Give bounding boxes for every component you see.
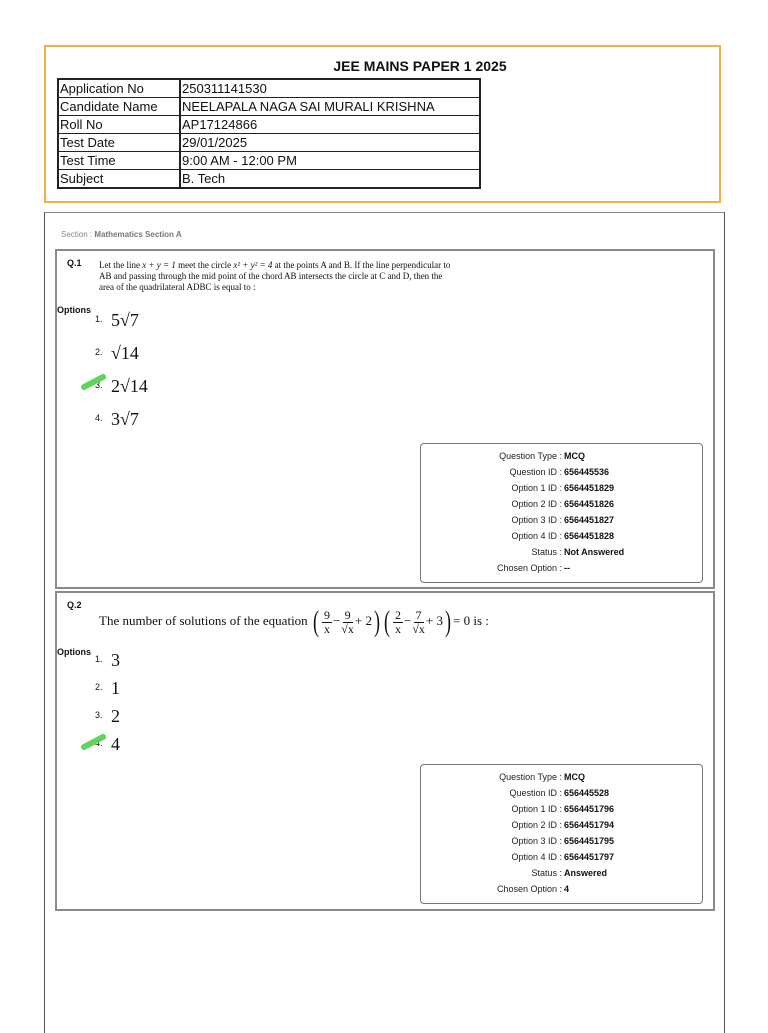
meta-row [421, 544, 702, 560]
info-key: Test Time [58, 152, 180, 170]
meta-value: -- [564, 563, 570, 573]
info-value: AP17124866 [180, 116, 480, 134]
meta-value: 6564451797 [564, 852, 615, 862]
question-text-part: AB and passing through the mid point of the chord AB intersects the circle at C and D, then the [99, 271, 443, 281]
response-sheet [44, 212, 725, 1033]
meta-value: 6564451794 [564, 820, 615, 830]
meta-row [421, 769, 702, 785]
meta-key: Question ID : [509, 467, 562, 477]
denominator: √x [412, 621, 425, 636]
meta-row [421, 785, 702, 801]
option-number: 3. [95, 380, 103, 390]
correct-answer-mark-icon [81, 374, 107, 390]
section-label [61, 230, 182, 239]
meta-key: Status : [531, 547, 562, 557]
question-meta-panel [420, 764, 703, 904]
question-text: The number of solutions of the equation ( $\frac{9}{x}$ − $\frac{9}{√x}$ + 2) ( $\frac{2}{x}$ − $\frac{7}{√x}$ + 3) = 0 is : [99, 605, 489, 638]
fraction [393, 609, 403, 636]
option-radicand: 14 [120, 343, 139, 363]
options-label: Options [57, 647, 91, 657]
paren-symbol: ( [312, 605, 319, 638]
meta-key: Option 1 ID : [511, 804, 562, 814]
meta-row [421, 849, 702, 865]
option-value: 1 [111, 678, 120, 698]
meta-value: 6564451828 [564, 531, 615, 541]
meta-row [421, 865, 702, 881]
meta-row [421, 560, 702, 576]
meta-value: 6564451829 [564, 483, 615, 493]
fraction [341, 609, 354, 636]
option-coefficient: 2 [111, 376, 120, 396]
option-coefficient: 5 [111, 310, 120, 330]
meta-key: Option 2 ID : [511, 499, 562, 509]
meta-key: Chosen Option : [496, 563, 562, 573]
meta-key: Chosen Option : [496, 884, 562, 894]
section-name: Mathematics Section A [94, 230, 182, 239]
meta-value: Answered [564, 868, 608, 878]
question-meta-panel [420, 443, 703, 583]
candidate-info-table [57, 78, 481, 189]
numerator: 9 [323, 607, 330, 622]
question-text-part: is : [473, 612, 489, 628]
meta-row [421, 512, 702, 528]
meta-key: Question ID : [509, 788, 562, 798]
meta-key: Question Type : [499, 451, 562, 461]
table-row [58, 79, 480, 98]
meta-value: Not Answered [564, 547, 625, 557]
meta-row [421, 817, 702, 833]
table-row [58, 98, 480, 116]
sqrt-symbol: √ [111, 343, 121, 363]
meta-key: Option 4 ID : [511, 852, 562, 862]
option-number: 2. [95, 682, 103, 692]
question-number: Q.2 [67, 600, 82, 610]
info-value: 250311141530 [180, 79, 480, 98]
table-row [58, 170, 480, 188]
meta-row [421, 801, 702, 817]
meta-value: 656445536 [564, 467, 610, 477]
question-card-2 [55, 591, 715, 911]
option-value [111, 376, 148, 397]
question-text-part: meet the circle [175, 260, 234, 270]
meta-key: Option 3 ID : [511, 515, 562, 525]
info-key: Test Date [58, 134, 180, 152]
paren-symbol: ) [445, 605, 451, 638]
meta-key: Option 1 ID : [511, 483, 562, 493]
meta-row [421, 448, 702, 464]
question-text-part: at the points A and B. If the line perpendicular to [272, 260, 451, 270]
info-value: B. Tech [180, 170, 480, 188]
info-key: Application No [58, 79, 180, 98]
option-number: 3. [95, 710, 103, 720]
meta-value: 6564451795 [564, 836, 615, 846]
meta-value: 656445528 [564, 788, 610, 798]
option-number: 4. [95, 413, 103, 423]
meta-value: 6564451826 [564, 499, 615, 509]
meta-row [421, 881, 702, 897]
meta-row [421, 528, 702, 544]
meta-value: 6564451827 [564, 515, 615, 525]
sqrt-symbol: √ [120, 310, 130, 330]
option-value [111, 310, 139, 331]
option-value: 4 [111, 734, 120, 754]
option-radicand: 14 [129, 376, 148, 396]
option-value: 3 [111, 650, 120, 670]
sqrt-symbol: √ [120, 376, 130, 396]
info-key: Roll No [58, 116, 180, 134]
denominator: x [394, 621, 401, 636]
meta-row [421, 480, 702, 496]
equation-rhs: = 0 [453, 612, 471, 628]
constant-term: + 3 [425, 612, 443, 628]
math-expression: x² + y² = 4 [233, 260, 273, 270]
info-value: NEELAPALA NAGA SAI MURALI KRISHNA [180, 98, 480, 116]
section-prefix: Section : [61, 230, 95, 239]
meta-key: Option 4 ID : [511, 531, 562, 541]
question-text-part: The number of solutions of the equation [99, 612, 308, 628]
meta-key: Option 3 ID : [511, 836, 562, 846]
denominator: √x [341, 621, 354, 636]
option-number: 1. [95, 314, 103, 324]
meta-value: MCQ [564, 451, 585, 461]
paren-symbol: ) [373, 605, 380, 638]
numerator: 9 [344, 607, 351, 622]
math-expression: x + y = 1 [142, 260, 176, 270]
denominator: x [323, 621, 330, 636]
meta-row [421, 833, 702, 849]
info-key: Subject [58, 170, 180, 188]
table-row [58, 134, 480, 152]
correct-answer-mark-icon [81, 734, 107, 750]
info-key: Candidate Name [58, 98, 180, 116]
question-number: Q.1 [67, 258, 82, 268]
info-value: 9:00 AM - 12:00 PM [180, 152, 480, 170]
meta-value: 6564451796 [564, 804, 615, 814]
option-value [111, 409, 139, 430]
sqrt-symbol: √ [120, 409, 130, 429]
constant-term: + 2 [354, 612, 372, 628]
option-radicand: 7 [129, 310, 139, 330]
meta-row [421, 464, 702, 480]
option-number: 1. [95, 654, 103, 664]
paper-title: JEE MAINS PAPER 1 2025 [333, 58, 507, 74]
option-number: 4. [95, 738, 103, 748]
paren-symbol: ( [383, 605, 390, 638]
question-card-1 [55, 249, 715, 589]
meta-value: 4 [564, 884, 570, 894]
meta-value: MCQ [564, 772, 585, 782]
option-value [111, 343, 139, 364]
fraction [412, 609, 425, 636]
question-text-part: area of the quadrilateral ADBC is equal to : [99, 282, 256, 292]
table-row [58, 152, 480, 170]
meta-row [421, 496, 702, 512]
numerator: 7 [415, 607, 422, 622]
meta-key: Question Type : [499, 772, 562, 782]
option-coefficient: 3 [111, 409, 120, 429]
info-value: 29/01/2025 [180, 134, 480, 152]
meta-key: Status : [531, 868, 562, 878]
option-value: 2 [111, 706, 120, 726]
numerator: 2 [394, 607, 401, 622]
option-radicand: 7 [129, 409, 139, 429]
fraction [322, 609, 332, 636]
meta-key: Option 2 ID : [511, 820, 562, 830]
options-label: Options [57, 305, 91, 315]
option-number: 2. [95, 347, 103, 357]
question-text [99, 260, 539, 293]
candidate-info-card [44, 45, 721, 203]
table-row [58, 116, 480, 134]
question-text-part: Let the line [99, 260, 143, 270]
